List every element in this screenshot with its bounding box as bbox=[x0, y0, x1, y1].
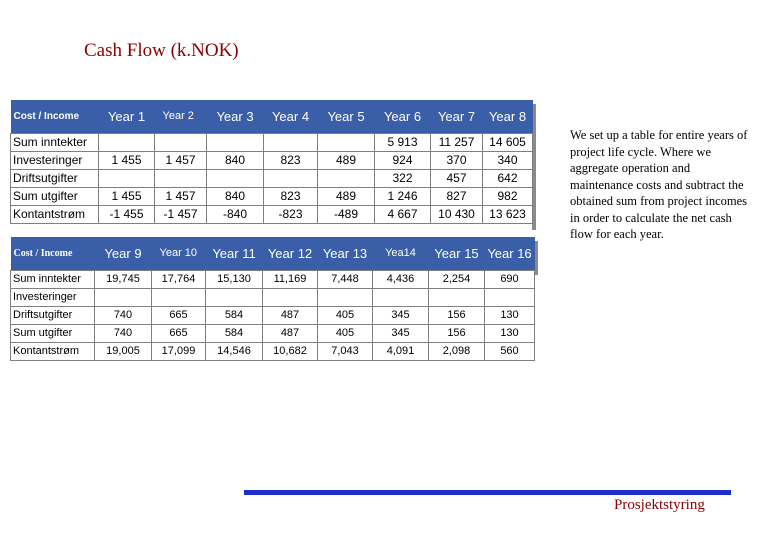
table-cell: 840 bbox=[207, 151, 264, 169]
table-cell: 370 bbox=[431, 151, 483, 169]
table-cell bbox=[263, 288, 318, 306]
year-header: Year 8 bbox=[483, 100, 533, 133]
table-cell bbox=[155, 169, 207, 187]
year-header: Year 5 bbox=[318, 100, 375, 133]
table-cell: 487 bbox=[263, 306, 318, 324]
year-header: Year 4 bbox=[264, 100, 318, 133]
table-row bbox=[11, 342, 535, 360]
footer-label: Prosjektstyring bbox=[614, 497, 705, 513]
year-header: Year 16 bbox=[485, 237, 535, 270]
table-cell: 489 bbox=[318, 151, 375, 169]
table-cell bbox=[207, 133, 264, 151]
table-cell: 17,764 bbox=[152, 270, 206, 288]
table-cell: 2,098 bbox=[429, 342, 485, 360]
table-cell: -840 bbox=[207, 205, 264, 223]
table-cell bbox=[318, 133, 375, 151]
table-cell: 584 bbox=[206, 324, 263, 342]
year-header: Year 11 bbox=[206, 237, 263, 270]
table-row bbox=[11, 187, 533, 205]
table-row bbox=[11, 270, 535, 288]
year-header: Year 9 bbox=[95, 237, 152, 270]
table-cell: 840 bbox=[207, 187, 264, 205]
row-label: Driftsutgifter bbox=[11, 169, 99, 187]
table-cell: -489 bbox=[318, 205, 375, 223]
table-cell: 14,546 bbox=[206, 342, 263, 360]
table-cell: 1 457 bbox=[155, 187, 207, 205]
table-cell: 345 bbox=[373, 324, 429, 342]
table-cell: 405 bbox=[318, 306, 373, 324]
table-cell: 340 bbox=[483, 151, 533, 169]
table-cell: 7,448 bbox=[318, 270, 373, 288]
year-header: Year 12 bbox=[263, 237, 318, 270]
table-cell: 130 bbox=[485, 324, 535, 342]
table-cell: 982 bbox=[483, 187, 533, 205]
table-cell: 457 bbox=[431, 169, 483, 187]
table-cell: 15,130 bbox=[206, 270, 263, 288]
year-header: Year 10 bbox=[152, 237, 206, 270]
table-cell bbox=[155, 133, 207, 151]
year-header: Year 3 bbox=[207, 100, 264, 133]
year-header: Year 6 bbox=[375, 100, 431, 133]
table-cell: 13 623 bbox=[483, 205, 533, 223]
cash-flow-table-years-9-16 bbox=[10, 237, 535, 361]
table-cell: 2,254 bbox=[429, 270, 485, 288]
table-cell: 487 bbox=[263, 324, 318, 342]
table-cell: 19,005 bbox=[95, 342, 152, 360]
table-cell: 1 246 bbox=[375, 187, 431, 205]
table-cell: 10,682 bbox=[263, 342, 318, 360]
table-cell: 156 bbox=[429, 324, 485, 342]
year-header: Year 13 bbox=[318, 237, 373, 270]
table-cell: 584 bbox=[206, 306, 263, 324]
corner-label: Cost / Income bbox=[11, 100, 99, 133]
table-cell: 665 bbox=[152, 306, 206, 324]
table-cell: 823 bbox=[264, 187, 318, 205]
table-cell bbox=[99, 133, 155, 151]
table-cell: 130 bbox=[485, 306, 535, 324]
table-cell: 560 bbox=[485, 342, 535, 360]
table-cell bbox=[99, 169, 155, 187]
table-cell: 11 257 bbox=[431, 133, 483, 151]
table-cell: 19,745 bbox=[95, 270, 152, 288]
table-cell: 322 bbox=[375, 169, 431, 187]
table-cell: 4,436 bbox=[373, 270, 429, 288]
table-cell: 14 605 bbox=[483, 133, 533, 151]
table-row bbox=[11, 324, 535, 342]
table-cell: 1 455 bbox=[99, 151, 155, 169]
table-cell bbox=[373, 288, 429, 306]
table-cell: 740 bbox=[95, 324, 152, 342]
table-cell: 345 bbox=[373, 306, 429, 324]
table-cell: 4 667 bbox=[375, 205, 431, 223]
table-cell bbox=[95, 288, 152, 306]
table-cell bbox=[264, 169, 318, 187]
year-header: Year 7 bbox=[431, 100, 483, 133]
table-row bbox=[11, 288, 535, 306]
table-cell: 823 bbox=[264, 151, 318, 169]
year-header: Year 1 bbox=[99, 100, 155, 133]
year-header: Year 2 bbox=[155, 100, 207, 133]
table-header-row bbox=[11, 237, 535, 270]
table-cell bbox=[318, 169, 375, 187]
table-cell: 405 bbox=[318, 324, 373, 342]
footer-rule bbox=[244, 490, 731, 495]
corner-label: Cost / Income bbox=[11, 237, 95, 270]
row-label: Driftsutgifter bbox=[11, 306, 95, 324]
table-cell: 5 913 bbox=[375, 133, 431, 151]
table-cell bbox=[264, 133, 318, 151]
table-row bbox=[11, 205, 533, 223]
row-label: Sum utgifter bbox=[11, 187, 99, 205]
year-header: Yea14 bbox=[373, 237, 429, 270]
slide-title: Cash Flow (k.NOK) bbox=[84, 40, 239, 61]
explanation-text: We set up a table for entire years of project life cycle. Where we aggregate operation and maintenance costs and subtract the obtained sum from project incomes in order to calculate the net cash flow for each year. bbox=[570, 128, 748, 241]
table-cell: 10 430 bbox=[431, 205, 483, 223]
year-header: Year 15 bbox=[429, 237, 485, 270]
table-row bbox=[11, 133, 533, 151]
table-cell bbox=[207, 169, 264, 187]
cash-flow-table-years-1-8 bbox=[10, 100, 533, 224]
row-label: Investeringer bbox=[11, 151, 99, 169]
table-cell bbox=[206, 288, 263, 306]
table-row bbox=[11, 151, 533, 169]
table-cell: 827 bbox=[431, 187, 483, 205]
table-cell: 489 bbox=[318, 187, 375, 205]
row-label: Sum utgifter bbox=[11, 324, 95, 342]
row-label: Sum inntekter bbox=[11, 133, 99, 151]
table-cell: 7,043 bbox=[318, 342, 373, 360]
row-label: Sum inntekter bbox=[11, 270, 95, 288]
table-cell: -823 bbox=[264, 205, 318, 223]
table-cell bbox=[318, 288, 373, 306]
table-cell bbox=[152, 288, 206, 306]
row-label: Kontantstrøm bbox=[11, 342, 95, 360]
table-cell: 4,091 bbox=[373, 342, 429, 360]
table-cell: -1 455 bbox=[99, 205, 155, 223]
table-cell: 642 bbox=[483, 169, 533, 187]
table-cell: 1 455 bbox=[99, 187, 155, 205]
row-label: Kontantstrøm bbox=[11, 205, 99, 223]
table-cell: 924 bbox=[375, 151, 431, 169]
table-cell: 17,099 bbox=[152, 342, 206, 360]
table-cell bbox=[485, 288, 535, 306]
table-row bbox=[11, 306, 535, 324]
table-header-row bbox=[11, 100, 533, 133]
table-cell: 11,169 bbox=[263, 270, 318, 288]
table-row bbox=[11, 169, 533, 187]
row-label: Investeringer bbox=[11, 288, 95, 306]
table-cell: 690 bbox=[485, 270, 535, 288]
table-cell: -1 457 bbox=[155, 205, 207, 223]
table-cell: 740 bbox=[95, 306, 152, 324]
table-cell: 665 bbox=[152, 324, 206, 342]
table-cell: 1 457 bbox=[155, 151, 207, 169]
table-cell: 156 bbox=[429, 306, 485, 324]
table-cell bbox=[429, 288, 485, 306]
